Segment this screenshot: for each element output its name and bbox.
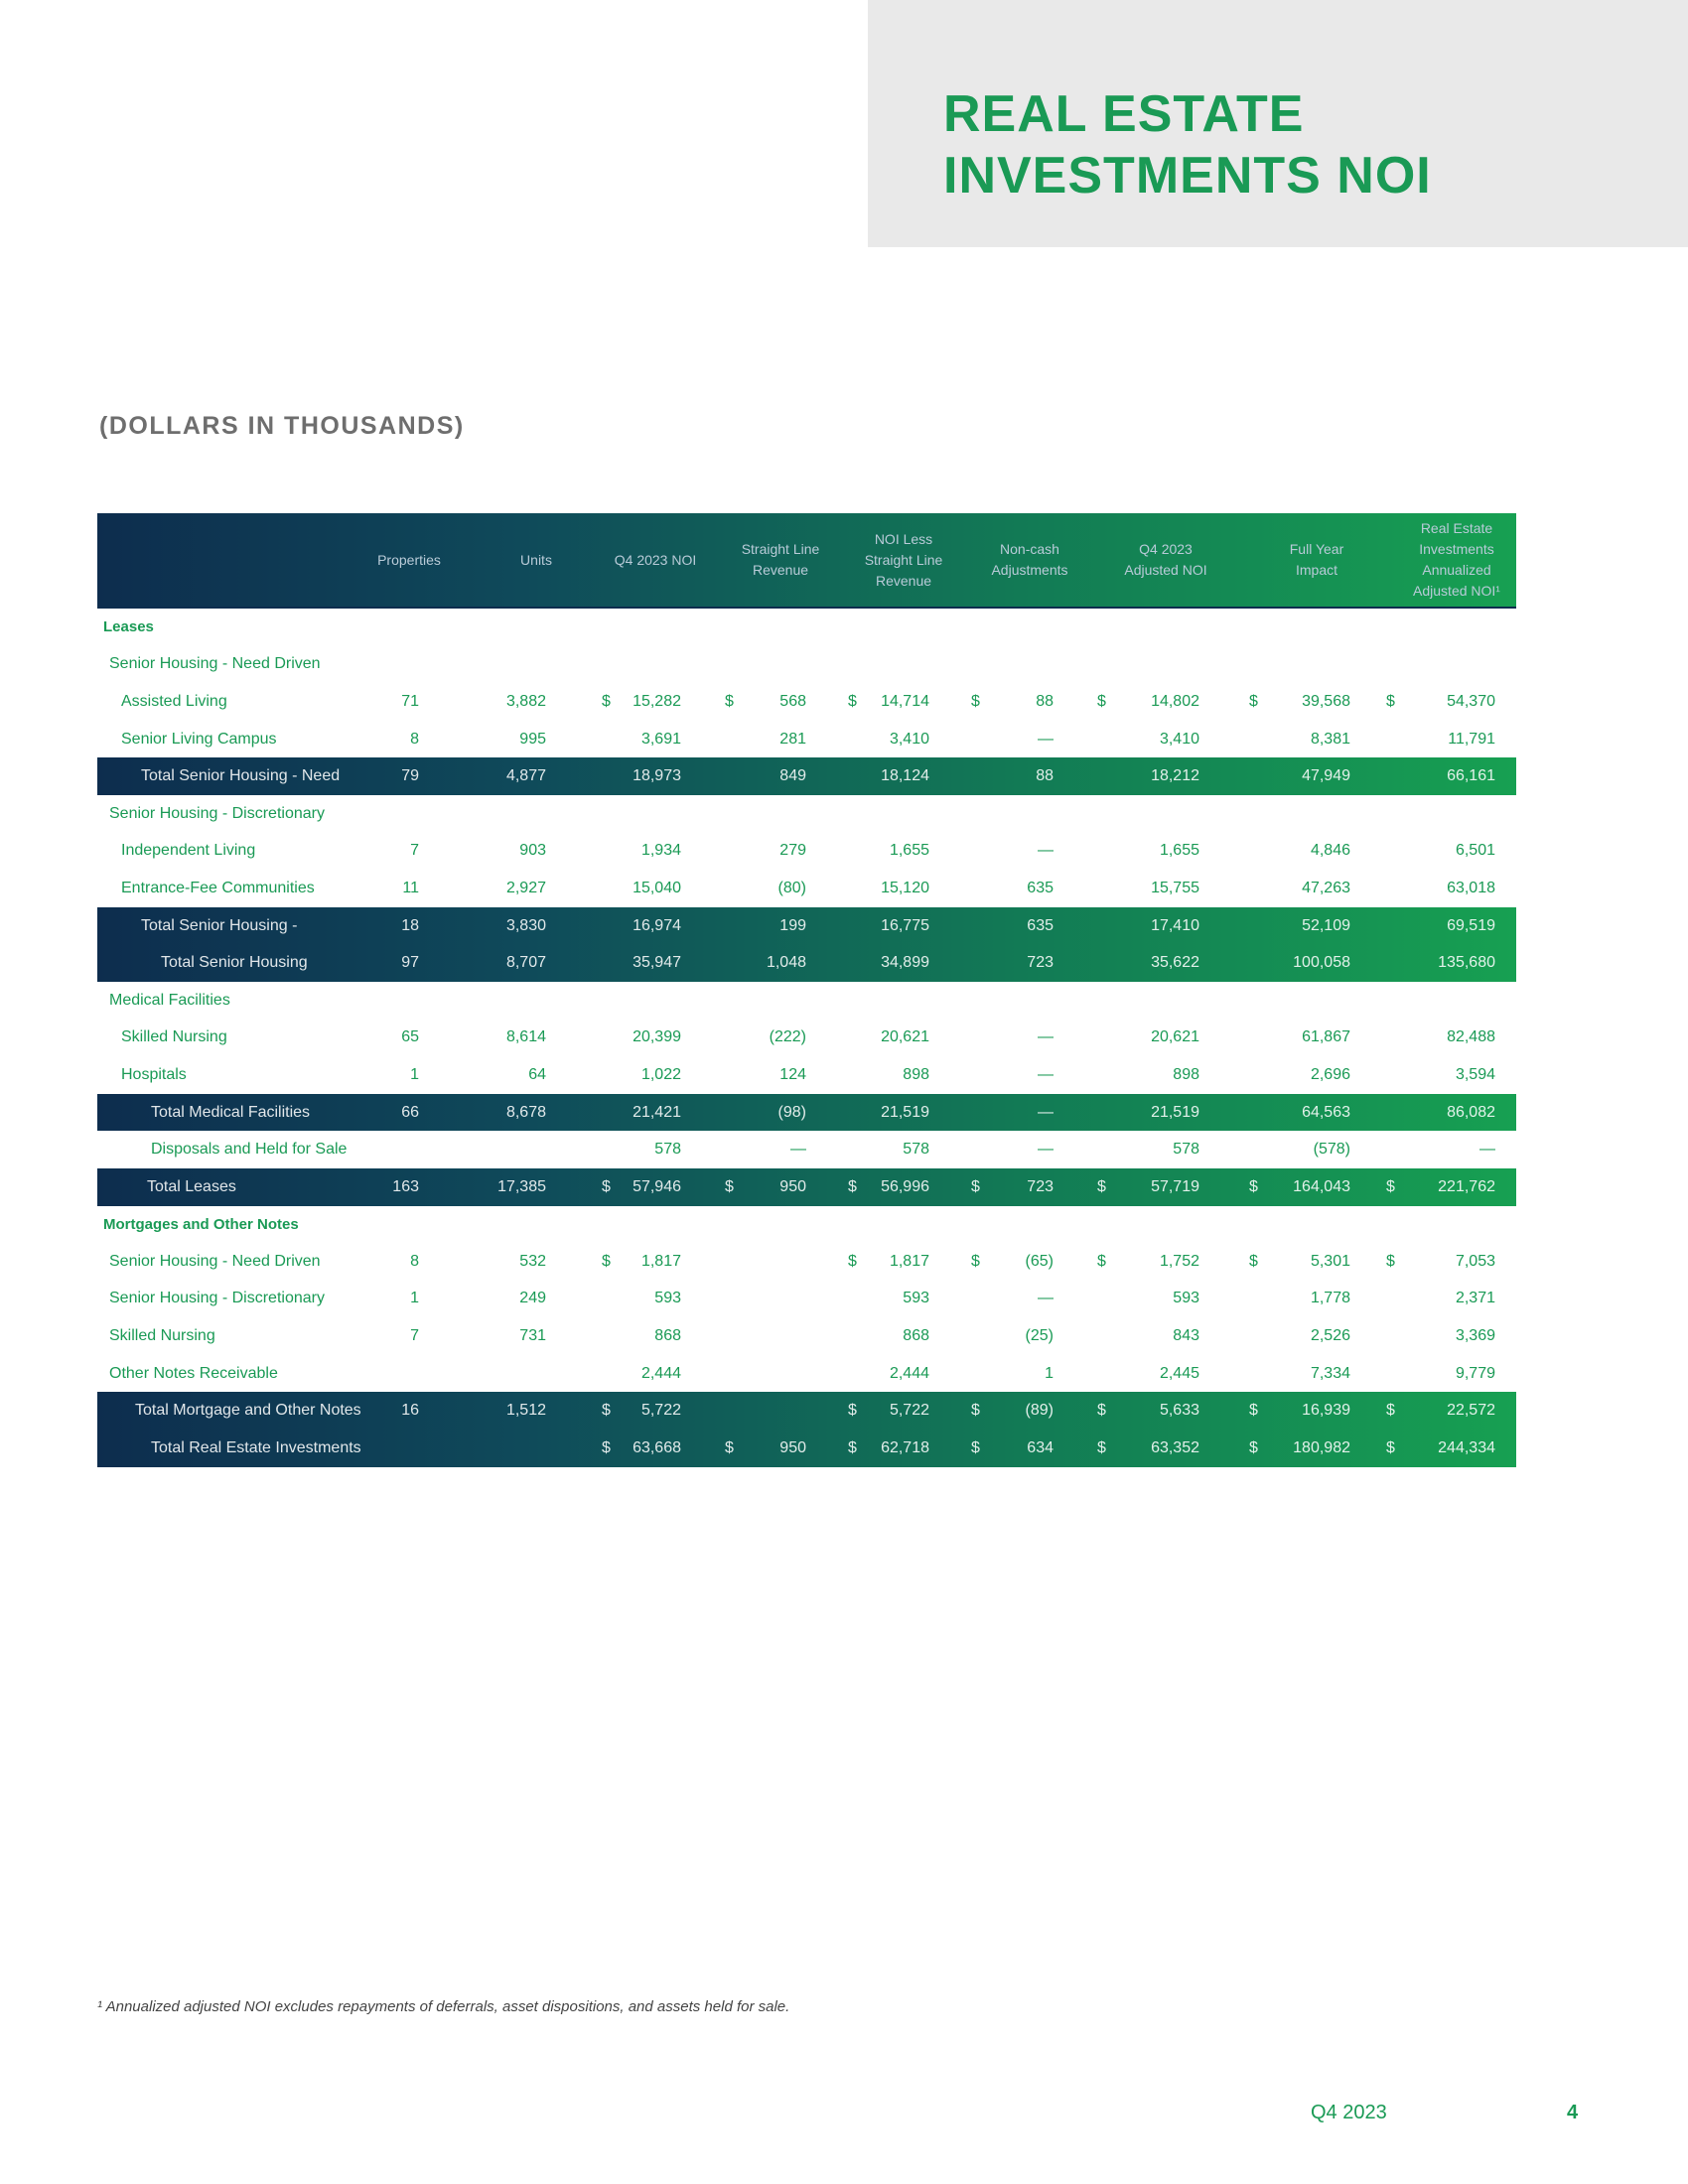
currency-symbol: $: [1097, 1177, 1106, 1195]
column-header: Units: [520, 551, 552, 568]
currency-symbol: $: [971, 692, 980, 710]
currency-symbol: $: [971, 1438, 980, 1456]
table-row: [97, 795, 1516, 833]
table-cell: 18,212: [1151, 767, 1199, 785]
table-cell: 868: [654, 1327, 681, 1345]
table-cell: 15,282: [633, 692, 681, 710]
table-cell: 180,982: [1293, 1438, 1350, 1456]
table-cell: —: [1038, 1103, 1054, 1121]
table-cell: 7,334: [1310, 1364, 1350, 1382]
total-row: [97, 757, 1516, 795]
table-cell: 39,568: [1302, 692, 1350, 710]
table-cell: —: [1479, 1141, 1495, 1159]
table-cell: 63,668: [633, 1438, 681, 1456]
currency-symbol: $: [1249, 1402, 1258, 1420]
table-cell: (98): [777, 1103, 806, 1121]
table-cell: 1,778: [1310, 1290, 1350, 1307]
table-cell: 18,973: [633, 767, 681, 785]
table-row: [97, 1355, 1516, 1393]
row-label: Senior Housing - Discretionary: [109, 1290, 325, 1307]
table-cell: 21,519: [881, 1103, 929, 1121]
table-cell: 20,621: [881, 1028, 929, 1046]
table-cell: 124: [779, 1065, 806, 1083]
table-cell: 11,791: [1448, 730, 1495, 748]
table-cell: 16: [401, 1402, 419, 1420]
row-label: Senior Housing - Need Driven: [109, 1252, 321, 1270]
column-header: Properties: [377, 551, 441, 568]
table-cell: 995: [519, 730, 546, 748]
table-cell: 1,512: [505, 1402, 546, 1420]
currency-symbol: $: [1386, 1438, 1395, 1456]
table-row: [97, 870, 1516, 907]
table-cell: 1,934: [640, 842, 681, 860]
table-cell: 532: [519, 1252, 546, 1270]
table-cell: 6,501: [1455, 842, 1495, 860]
table-row: [97, 683, 1516, 721]
table-cell: 3,410: [889, 730, 929, 748]
row-label: Senior Housing - Discretionary: [109, 804, 325, 822]
row-label: Total Real Estate Investments: [151, 1438, 361, 1456]
column-header: Straight Line Revenue: [741, 541, 820, 578]
currency-symbol: $: [725, 1438, 734, 1456]
table-cell: 71: [401, 692, 419, 710]
currency-symbol: $: [1386, 1402, 1395, 1420]
currency-symbol: $: [725, 1177, 734, 1195]
table-cell: 63,352: [1151, 1438, 1199, 1456]
column-header: Non-cash Adjustments: [991, 541, 1068, 578]
table-cell: 3,410: [1159, 730, 1199, 748]
row-label: Total Senior Housing - Need: [141, 767, 341, 785]
table-row: [97, 1056, 1516, 1094]
currency-symbol: $: [848, 692, 857, 710]
table-cell: 1: [1045, 1364, 1054, 1382]
total-row: [97, 1168, 1516, 1206]
table-cell: 1: [410, 1290, 419, 1307]
currency-symbol: $: [1249, 1252, 1258, 1270]
table-cell: 7: [410, 842, 419, 860]
table-cell: 7: [410, 1327, 419, 1345]
table-cell: 1,655: [889, 842, 929, 860]
table-cell: 16,974: [633, 916, 681, 934]
currency-symbol: $: [1386, 1252, 1395, 1270]
table-row: [97, 833, 1516, 871]
table-cell: 17,385: [497, 1177, 546, 1195]
table-cell: 898: [903, 1065, 929, 1083]
row-label: Total Senior Housing: [161, 954, 308, 972]
currency-symbol: $: [1249, 1438, 1258, 1456]
table-cell: 5,722: [889, 1402, 929, 1420]
table-cell: 64: [528, 1065, 546, 1083]
table-row: [97, 646, 1516, 684]
table-cell: 18: [401, 916, 419, 934]
table-cell: 22,572: [1447, 1402, 1495, 1420]
table-cell: 86,082: [1447, 1103, 1495, 1121]
page-title-line-1: REAL ESTATE: [943, 85, 1305, 143]
table-cell: 1,048: [766, 954, 806, 972]
table-cell: 21,519: [1151, 1103, 1199, 1121]
table-cell: 2,444: [640, 1364, 681, 1382]
table-cell: 578: [903, 1141, 929, 1159]
table-cell: —: [790, 1141, 806, 1159]
table-row: [97, 1281, 1516, 1318]
table-cell: 97: [401, 954, 419, 972]
table-cell: 568: [779, 692, 806, 710]
table-cell: 4,877: [505, 767, 546, 785]
row-label: Medical Facilities: [109, 991, 230, 1009]
row-label: Other Notes Receivable: [109, 1364, 278, 1382]
units-note: (DOLLARS IN THOUSANDS): [99, 412, 465, 440]
table-cell: 731: [519, 1327, 546, 1345]
row-label: Entrance-Fee Communities: [121, 879, 315, 896]
table-cell: 9,779: [1455, 1364, 1495, 1382]
currency-symbol: $: [602, 1252, 611, 1270]
column-header: Full Year Impact: [1289, 541, 1344, 578]
table-cell: 593: [654, 1290, 681, 1307]
table-cell: 5,301: [1310, 1252, 1350, 1270]
row-label: Total Medical Facilities: [151, 1103, 311, 1121]
currency-symbol: $: [1386, 1177, 1395, 1195]
table-cell: 11: [402, 879, 419, 896]
table-cell: 3,882: [505, 692, 546, 710]
page-title-line-2: INVESTMENTS NOI: [943, 147, 1432, 205]
table-cell: (25): [1025, 1327, 1054, 1345]
currency-symbol: $: [1097, 1402, 1106, 1420]
section-row: [97, 609, 1516, 646]
table-cell: 1,817: [889, 1252, 929, 1270]
table-cell: 47,949: [1302, 767, 1350, 785]
table-cell: —: [1038, 842, 1054, 860]
table-cell: 8,381: [1310, 730, 1350, 748]
currency-symbol: $: [848, 1438, 857, 1456]
column-header: Q4 2023 NOI: [614, 551, 697, 568]
table-cell: 849: [779, 767, 806, 785]
row-label: Senior Living Campus: [121, 730, 277, 748]
table-cell: 65: [401, 1028, 419, 1046]
row-label: Total Leases: [147, 1177, 236, 1195]
row-label: Skilled Nursing: [121, 1028, 227, 1046]
table-cell: 593: [903, 1290, 929, 1307]
currency-symbol: $: [848, 1177, 857, 1195]
table-cell: 3,369: [1455, 1327, 1495, 1345]
table-cell: 8: [410, 1252, 419, 1270]
currency-symbol: $: [1097, 692, 1106, 710]
table-cell: 61,867: [1302, 1028, 1350, 1046]
page-title: [943, 83, 1432, 206]
table-cell: 593: [1173, 1290, 1199, 1307]
table-cell: —: [1038, 1065, 1054, 1083]
footnote: ¹ Annualized adjusted NOI excludes repayments of deferrals, asset dispositions, and assets held for sale.: [97, 1998, 790, 2015]
row-label: Leases: [103, 618, 154, 636]
table-cell: 950: [779, 1438, 806, 1456]
table-cell: 3,830: [505, 916, 546, 934]
table-cell: 34,899: [881, 954, 929, 972]
table-cell: 135,680: [1438, 954, 1495, 972]
table-cell: —: [1038, 1028, 1054, 1046]
table-cell: 199: [779, 916, 806, 934]
table-cell: 2,371: [1455, 1290, 1495, 1307]
table-cell: 21,421: [633, 1103, 681, 1121]
table-row: [97, 1243, 1516, 1281]
table-cell: 88: [1036, 692, 1054, 710]
table-cell: (80): [777, 879, 806, 896]
table-cell: 16,775: [881, 916, 929, 934]
currency-symbol: $: [1097, 1438, 1106, 1456]
table-cell: 221,762: [1438, 1177, 1495, 1195]
table-cell: 2,526: [1310, 1327, 1350, 1345]
table-cell: 63,018: [1447, 879, 1495, 896]
table-body: [97, 609, 1516, 1467]
total-row: [97, 944, 1516, 982]
table-cell: 8,614: [505, 1028, 546, 1046]
table-cell: 64,563: [1302, 1103, 1350, 1121]
table-cell: 723: [1027, 954, 1054, 972]
table-cell: 578: [654, 1141, 681, 1159]
table-row: [97, 1131, 1516, 1168]
table-cell: 8: [410, 730, 419, 748]
table-cell: 20,621: [1151, 1028, 1199, 1046]
currency-symbol: $: [971, 1252, 980, 1270]
table-cell: 16,939: [1302, 1402, 1350, 1420]
currency-symbol: $: [602, 1177, 611, 1195]
table-cell: —: [1038, 1290, 1054, 1307]
total-row: [97, 1392, 1516, 1430]
section-row: [97, 1206, 1516, 1244]
table-cell: 62,718: [881, 1438, 929, 1456]
table-cell: 57,719: [1151, 1177, 1199, 1195]
table-cell: 1,752: [1159, 1252, 1199, 1270]
table-cell: 57,946: [633, 1177, 681, 1195]
row-label: Total Senior Housing -: [141, 916, 298, 934]
table-cell: 14,802: [1151, 692, 1199, 710]
row-label: Independent Living: [121, 842, 256, 860]
footer-period: Q4 2023: [1311, 2102, 1387, 2123]
table-cell: 3,594: [1455, 1065, 1495, 1083]
table-cell: 17,410: [1151, 916, 1199, 934]
table-cell: 164,043: [1293, 1177, 1350, 1195]
table-cell: 69,519: [1447, 916, 1495, 934]
currency-symbol: $: [602, 1402, 611, 1420]
table-row: [97, 1020, 1516, 1057]
table-row: [97, 721, 1516, 758]
table-cell: 1,655: [1159, 842, 1199, 860]
table-cell: 903: [519, 842, 546, 860]
table-cell: 35,622: [1151, 954, 1199, 972]
currency-symbol: $: [602, 1438, 611, 1456]
table-cell: 4,846: [1310, 842, 1350, 860]
row-label: Hospitals: [121, 1065, 187, 1083]
table-cell: 8,707: [505, 954, 546, 972]
table-cell: 15,755: [1151, 879, 1199, 896]
table-header: [97, 513, 1516, 609]
table-cell: 7,053: [1455, 1252, 1495, 1270]
table-cell: 868: [903, 1327, 929, 1345]
table-cell: 2,696: [1310, 1065, 1350, 1083]
currency-symbol: $: [602, 692, 611, 710]
total-row: [97, 907, 1516, 945]
table-cell: 950: [779, 1177, 806, 1195]
column-header: NOI Less Straight Line Revenue: [864, 530, 943, 589]
table-cell: 578: [1173, 1141, 1199, 1159]
table-cell: 15,120: [881, 879, 929, 896]
total-row: [97, 1430, 1516, 1467]
table-cell: 56,996: [881, 1177, 929, 1195]
noi-table: [97, 513, 1516, 1467]
table-cell: 635: [1027, 879, 1054, 896]
table-cell: 88: [1036, 767, 1054, 785]
row-label: Senior Housing - Need Driven: [109, 655, 321, 673]
table-cell: 635: [1027, 916, 1054, 934]
currency-symbol: $: [1386, 692, 1395, 710]
table-cell: 20,399: [633, 1028, 681, 1046]
table-cell: 82,488: [1447, 1028, 1495, 1046]
table-cell: 52,109: [1302, 916, 1350, 934]
currency-symbol: $: [848, 1252, 857, 1270]
table-cell: 279: [779, 842, 806, 860]
row-label: Disposals and Held for Sale: [151, 1141, 348, 1159]
table-cell: 163: [392, 1177, 419, 1195]
table-cell: 2,444: [889, 1364, 929, 1382]
table-row: [97, 1317, 1516, 1355]
table-cell: 898: [1173, 1065, 1199, 1083]
table-cell: 1,022: [640, 1065, 681, 1083]
table-cell: 723: [1027, 1177, 1054, 1195]
table-cell: 35,947: [633, 954, 681, 972]
row-label: Total Mortgage and Other Notes: [135, 1402, 361, 1420]
currency-symbol: $: [848, 1402, 857, 1420]
table-cell: 14,714: [881, 692, 929, 710]
table-cell: 1,817: [640, 1252, 681, 1270]
table-cell: (65): [1025, 1252, 1054, 1270]
table-cell: 244,334: [1438, 1438, 1495, 1456]
table-cell: 2,445: [1159, 1364, 1199, 1382]
currency-symbol: $: [725, 692, 734, 710]
total-row: [97, 1094, 1516, 1132]
table-row: [97, 982, 1516, 1020]
table-cell: 8,678: [505, 1103, 546, 1121]
table-cell: 5,722: [640, 1402, 681, 1420]
table-cell: 2,927: [505, 879, 546, 896]
page-number: 4: [1567, 2102, 1579, 2123]
row-label: Assisted Living: [121, 692, 227, 710]
table-cell: 5,633: [1159, 1402, 1199, 1420]
table-cell: (578): [1313, 1141, 1350, 1159]
table-cell: 79: [401, 767, 419, 785]
table-cell: 66: [401, 1103, 419, 1121]
currency-symbol: $: [971, 1402, 980, 1420]
table-cell: 281: [779, 730, 806, 748]
table-cell: 100,058: [1293, 954, 1350, 972]
table-cell: (89): [1025, 1402, 1054, 1420]
table-cell: 634: [1027, 1438, 1054, 1456]
column-header: Q4 2023 Adjusted NOI: [1124, 541, 1207, 578]
table-cell: 843: [1173, 1327, 1199, 1345]
row-label: Skilled Nursing: [109, 1327, 215, 1345]
table-cell: 54,370: [1447, 692, 1495, 710]
table-cell: 18,124: [881, 767, 929, 785]
table-cell: —: [1038, 1141, 1054, 1159]
table-cell: 249: [519, 1290, 546, 1307]
table-cell: 47,263: [1302, 879, 1350, 896]
table-cell: 3,691: [640, 730, 681, 748]
currency-symbol: $: [1097, 1252, 1106, 1270]
column-header: Real Estate Investments Annualized Adjusted NOI¹: [1413, 520, 1500, 599]
currency-symbol: $: [971, 1177, 980, 1195]
table-cell: 66,161: [1447, 767, 1495, 785]
table-cell: 15,040: [633, 879, 681, 896]
row-label: Mortgages and Other Notes: [103, 1215, 299, 1233]
table-cell: —: [1038, 730, 1054, 748]
currency-symbol: $: [1249, 692, 1258, 710]
currency-symbol: $: [1249, 1177, 1258, 1195]
table-cell: (222): [769, 1028, 806, 1046]
table-cell: 1: [410, 1065, 419, 1083]
